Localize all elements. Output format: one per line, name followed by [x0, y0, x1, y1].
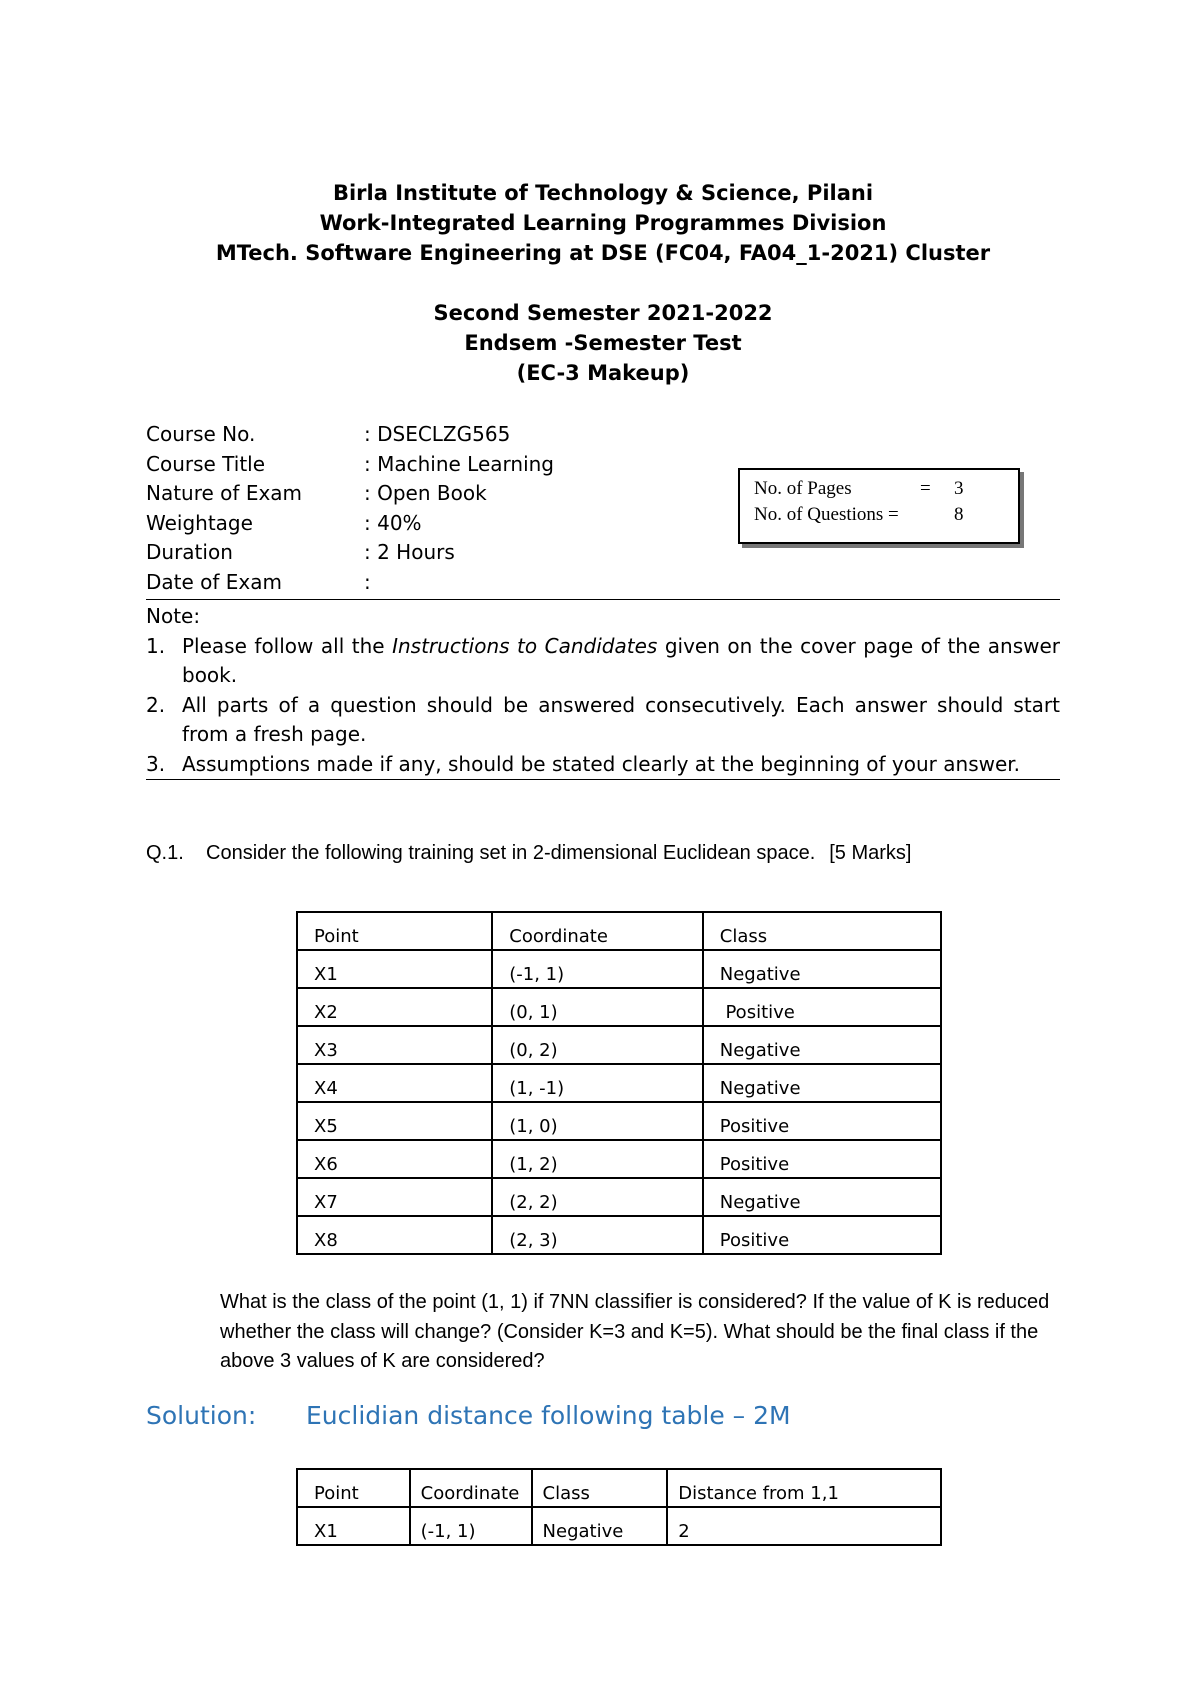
- table-row: [297, 1507, 941, 1545]
- makeup-title: (EC-3 Makeup): [516, 361, 690, 385]
- document-header: [146, 178, 1060, 388]
- institute-name: Birla Institute of Technology & Science, Pilani: [332, 181, 874, 205]
- notes-title: Note:: [146, 604, 201, 628]
- meta-value: : 40%: [364, 510, 422, 535]
- divider-top: [146, 599, 1060, 600]
- table-row: [297, 1216, 941, 1254]
- table-cell: (1, -1): [492, 1064, 702, 1102]
- note-number: 3.: [146, 751, 166, 776]
- program-name: MTech. Software Engineering at DSE (FC04, FA04_1-2021) Cluster: [215, 241, 991, 265]
- exam-info-box: [738, 468, 1020, 544]
- table-cell: X1: [297, 950, 492, 988]
- table-cell: X8: [297, 1216, 492, 1254]
- table-header-cell: Class: [703, 912, 941, 950]
- table-cell: Negative: [703, 1026, 941, 1064]
- question-1-body: What is the class of the point (1, 1) if 7NN classifier is considered? If the value of K is reduced whether the class will change? (Consider K=3 and K=5). What should be the final class if the above 3 values of K are considered?: [220, 1291, 1050, 1372]
- table-row: [297, 950, 941, 988]
- training-set-table: [296, 911, 942, 1255]
- question-number: Q.1.: [146, 842, 184, 864]
- table-cell: (0, 1): [492, 988, 702, 1026]
- question-marks: [5 Marks]: [829, 842, 912, 864]
- division-name: Work-Integrated Learning Programmes Division: [319, 211, 887, 235]
- table-header-row: [297, 912, 941, 950]
- table-cell: (-1, 1): [410, 1507, 532, 1545]
- semester-title: Second Semester 2021-2022: [433, 301, 773, 325]
- solution-text: Euclidian distance following table – 2M: [306, 1401, 791, 1430]
- table-header-cell: Coordinate: [410, 1469, 532, 1507]
- table-row: [297, 1178, 941, 1216]
- table-header-cell: Class: [532, 1469, 668, 1507]
- table-cell: (1, 0): [492, 1102, 702, 1140]
- table-cell: Positive: [703, 1216, 941, 1254]
- table-cell: (2, 3): [492, 1216, 702, 1254]
- table-header-cell: Point: [297, 912, 492, 950]
- pages-label: No. of Pages: [754, 478, 852, 499]
- distance-table: [296, 1468, 942, 1546]
- table-cell: Negative: [703, 950, 941, 988]
- meta-label: Duration: [146, 540, 233, 565]
- meta-label: Weightage: [146, 510, 253, 535]
- test-title: Endsem -Semester Test: [464, 331, 742, 355]
- meta-value: : DSECLZG565: [364, 422, 511, 446]
- notes-section: [146, 602, 1060, 780]
- note-emphasis: Instructions to Candidates: [392, 633, 658, 658]
- table-cell: (0, 2): [492, 1026, 702, 1064]
- table-header-cell: Point: [297, 1469, 410, 1507]
- question-lead: Consider: [206, 842, 287, 864]
- table-row: [297, 1140, 941, 1178]
- question-1-heading: [146, 838, 912, 868]
- table-cell: (2, 2): [492, 1178, 702, 1216]
- solution-label: Solution:: [146, 1401, 257, 1430]
- meta-value: : 2 Hours: [364, 540, 455, 565]
- note-item: [146, 750, 1060, 780]
- table-row: [297, 1102, 941, 1140]
- table-cell: Positive: [703, 1140, 941, 1178]
- note-text: Assumptions made if any, should be stated clearly at the beginning of your answer.: [182, 751, 1021, 776]
- table-row: [297, 988, 941, 1026]
- note-number: 1.: [146, 633, 166, 658]
- meta-value: : Machine Learning: [364, 451, 554, 476]
- table-cell: X3: [297, 1026, 492, 1064]
- divider-bottom: [146, 779, 1060, 780]
- note-text: All parts of a question should be answered consecutively. Each answer should start from a fresh page.: [182, 692, 1060, 747]
- table-cell: Negative: [703, 1178, 941, 1216]
- table-header-cell: Coordinate: [492, 912, 702, 950]
- pages-value: 3: [954, 478, 964, 499]
- solution-heading: [146, 1398, 791, 1434]
- meta-label: Nature of Exam: [146, 481, 303, 506]
- table-cell: (-1, 1): [492, 950, 702, 988]
- note-number: 2.: [146, 692, 166, 717]
- table-cell: X4: [297, 1064, 492, 1102]
- meta-label: Date of Exam: [146, 569, 283, 594]
- table-header-row: [297, 1469, 941, 1507]
- table-cell: Positive: [703, 988, 941, 1026]
- question-intro: the following training set in 2-dimensional Euclidean space.: [286, 842, 816, 864]
- table-cell: X5: [297, 1102, 492, 1140]
- note-text: given on the cover page of the answer book.: [182, 633, 1061, 688]
- questions-value: 8: [954, 504, 964, 525]
- pages-equals: =: [920, 478, 931, 499]
- meta-label: Course Title: [146, 451, 266, 476]
- table-cell: 2: [667, 1507, 941, 1545]
- note-item: [146, 691, 1060, 750]
- meta-label: Course No.: [146, 422, 256, 446]
- table-row: [297, 1026, 941, 1064]
- table-cell: Negative: [703, 1064, 941, 1102]
- course-no-row: [146, 420, 1060, 450]
- questions-label: No. of Questions =: [754, 504, 899, 525]
- note-text: Please follow all the: [182, 633, 393, 658]
- table-cell: (1, 2): [492, 1140, 702, 1178]
- table-cell: X1: [297, 1507, 410, 1545]
- table-cell: Negative: [532, 1507, 668, 1545]
- table-cell: Positive: [703, 1102, 941, 1140]
- table-header-cell: Distance from 1,1: [667, 1469, 941, 1507]
- table-row: [297, 1064, 941, 1102]
- table-cell: X7: [297, 1178, 492, 1216]
- meta-value: :: [364, 569, 371, 594]
- note-item: [146, 632, 1060, 691]
- table-cell: X6: [297, 1140, 492, 1178]
- table-cell: X2: [297, 988, 492, 1026]
- date-of-exam-row: [146, 568, 1060, 598]
- meta-value: : Open Book: [364, 481, 487, 506]
